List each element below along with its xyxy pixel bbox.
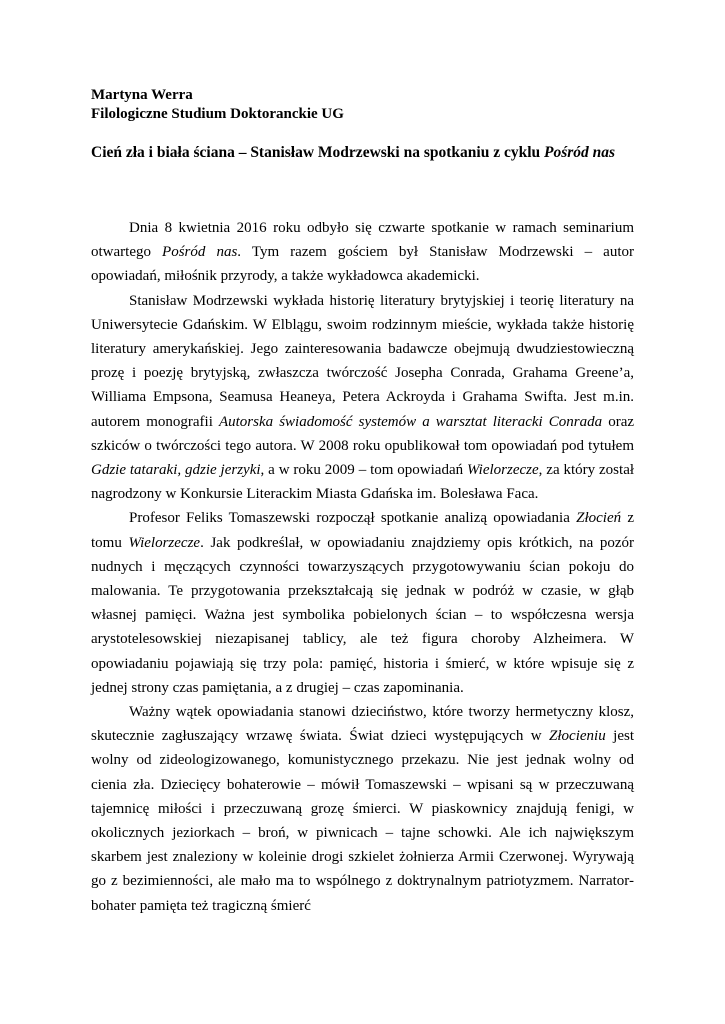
italic-text: Wielorzecze bbox=[467, 462, 539, 479]
italic-text: Złocień bbox=[576, 510, 622, 527]
italic-text: Gdzie tataraki, gdzie jerzyki bbox=[91, 462, 261, 479]
text-run: jest wolny od zideologizowanego, komunistycznego przekazu. Nie jest jednak wolny od cienia zła. Dziecięcy bohaterowie – mówił Tomaszewski – wpisani są w przeczuwaną tajemnicę miłości i przeczuwaną grozę śmierci. W piaskownicy znajdują fenigi, w okolicznych jeziorkach – broń, w piwnicach – tajne schowki. Ale ich największym skarbem jest znaleziony w koleinie drogi szkielet żołnierza Armii Czerwonej. Wyrywają go z bezimienności, ale mało ma to wspólnego z doktrynalnym patriotyzmem. Narrator-bohater pamięta też tragiczną śmierć bbox=[91, 728, 634, 914]
article-title-italic: Pośród nas bbox=[544, 144, 616, 161]
text-run: . Jak podkreślał, w opowiadaniu znajdziemy opis krótkich, na pozór nudnych i męczących czynności towarzyszących przygotowywaniu ścian pokoju do malowania. Te przygotowania przekształcają się jednak w podróż w czasie, w głąb własnej pamięci. Ważna jest symbolika pobielonych ścian – to współczesna wersja arystotelesowskiej niezapisanej tablicy, ale też figura choroby Alzheimera. W opowiadaniu pojawiają się trzy pola: pamięć, historia i śmierć, w które wpisuje się z jednej strony czas pamiętania, a z drugiej – czas zapominania. bbox=[91, 534, 634, 696]
paragraph bbox=[91, 289, 634, 507]
text-run: oraz szkiców o twórczości tego autora. W 2008 roku opublikował tom opowiadań pod tytułem bbox=[91, 413, 635, 454]
text-run: , a w roku 2009 – tom opowiadań bbox=[260, 462, 467, 479]
article-body bbox=[91, 216, 634, 918]
paragraph bbox=[91, 216, 634, 289]
text-run: , za który został nagrodzony w Konkursie Literackim Miasta Gdańska im. Bolesława Faca. bbox=[91, 462, 635, 503]
italic-text: Pośród nas bbox=[162, 244, 238, 261]
text-run: Profesor Feliks Tomaszewski rozpoczął spotkanie analizą opowiadania bbox=[129, 510, 577, 527]
italic-text: Wielorzecze bbox=[128, 534, 201, 551]
paragraph bbox=[91, 700, 634, 918]
italic-text: Autorska świadomość systemów a warsztat literacki Conrada bbox=[218, 413, 603, 430]
text-run: Dnia 8 kwietnia 2016 roku odbyło się czwarte spotkanie w ramach seminarium otwartego bbox=[91, 220, 634, 261]
text-run: . Tym razem gościem był Stanisław Modrzewski – autor opowiadań, miłośnik przyrody, a także wykładowca akademicki. bbox=[91, 244, 634, 285]
text-run: z tomu bbox=[91, 510, 634, 551]
text-run: Stanisław Modrzewski wykłada historię literatury brytyjskiej i teorię literatury na Uniwersytecie Gdańskim. W Elblągu, swoim rodzinnym mieście, wykłada także historię literatury amerykańskiej. Jego zainteresowania badawcze obejmują dwudziestowieczną prozę i poezję brytyjską, zwłaszcza twórczość Josepha Conrada, Grahama Greene’a, Williama Empsona, Seamusa Heaneya, Petera Ackroyda i Grahama Swifta. Jest m.in. autorem monografii bbox=[91, 292, 634, 430]
article-title bbox=[91, 143, 634, 163]
author-name: Martyna Werra bbox=[91, 87, 193, 103]
paragraph bbox=[91, 506, 634, 700]
article-title-main: Cień zła i biała ściana – Stanisław Modrzewski na spotkaniu z cyklu bbox=[91, 144, 545, 161]
text-run: Ważny wątek opowiadania stanowi dzieciństwo, które tworzy hermetyczny klosz, skutecznie zagłuszający wrzawę świata. Świat dzieci występujących w bbox=[91, 704, 634, 745]
author-affiliation: Filologiczne Studium Doktoranckie UG bbox=[91, 106, 344, 122]
italic-text: Złocieniu bbox=[549, 728, 606, 745]
